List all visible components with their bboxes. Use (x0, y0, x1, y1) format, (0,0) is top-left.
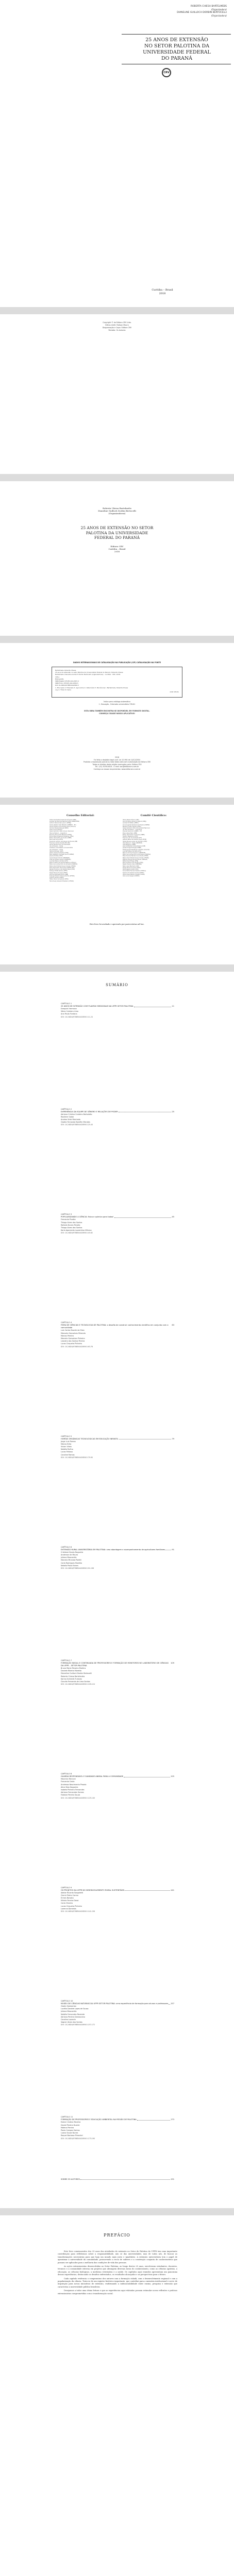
editorial-member: Carmen Tereza Velanga (UNIR) (49, 827, 69, 829)
scientific-member: Francisco Ari de Andrade (UFC) (123, 837, 142, 839)
title-page-publisher (77, 545, 157, 553)
scientific-member: Silvia Regina Canan (URI) (123, 869, 139, 871)
toc-title: POPULARIZANDO A CIÊNCIA: física e química para todos! (61, 1216, 114, 1218)
catalog-legal-notice (41, 710, 193, 715)
editorial-member: Guillermo Arias Beatón (Universidade (49, 847, 73, 849)
toc-page-number: 45 (172, 1216, 174, 1218)
toc-author: Mateus Pereira (61, 2126, 74, 2129)
scientific-member: de Três de Febrero – Argentina) (123, 829, 142, 831)
toc-page-number: 109 (171, 1662, 174, 1664)
scientific-member: Helder Buenos Aires de Carvalho (UFPI) (123, 840, 147, 842)
toc-author: Vagner Alves dos Santos (61, 2021, 82, 2024)
toc-author: Cristiane Nunes Nogueira (61, 1551, 83, 1553)
toc-chapter-label: CAPÍTULO 6 (61, 1546, 72, 1548)
toc-leader-dots (134, 1005, 172, 1007)
toc-title-row[interactable] (61, 1324, 174, 1329)
toc-author: Rafaela Nunes Peralta (61, 1224, 80, 1226)
toc-author: Isabela Pinheiro Fernandes (61, 1789, 85, 1791)
editorial-member: Jailson Alves dos Santos (UFRJ) (49, 852, 69, 854)
scientific-member: Marcos Vinicius Francisco (UNOESTE) (123, 852, 146, 854)
toc-author: Márcio Brito (61, 1443, 72, 1445)
legal-line: CONHEÇA E BAIXE NOSSO APLICATIVO! (99, 712, 135, 715)
toc-author: Miriele Pereira Dassi (61, 1900, 79, 1902)
toc-author: Karla Aparecida Laurentino Vilhena (61, 1229, 92, 1232)
toc-title: 25 ANOS DE EXTENSÃO COM PLANTAS MEDICINAIS NA UFPR SETOR PALOTINA (61, 1005, 133, 1007)
scientific-member: Maria Eurácia Barreto de Andrade (UFRB) (123, 855, 148, 857)
scientific-member: Mônica Pereira dos Santos (UFRJ) (123, 862, 143, 864)
toc-leader-dots (137, 2119, 170, 2121)
councils-page (0, 805, 234, 964)
toc-title-row[interactable] (61, 2003, 174, 2005)
toc-doi: DOI: 10.24824/978854442656.5.63-78 (61, 1345, 93, 1348)
toc-chapter-label: CAPÍTULO 7 (61, 1659, 72, 1662)
editorial-member: Maria Lília Imbiriba Sousa Colares (UFOPA) (49, 865, 76, 867)
editorial-member: Francisco Carlos Duarte (PUC-PR) (49, 842, 70, 844)
toc-page-number: 125 (171, 1775, 174, 1778)
editorial-member: Sydione Santos (UEPG) (49, 877, 64, 879)
page-separator (0, 2208, 234, 2215)
toc-title: EXTENSÃO RURAL UNIVERSITÁRIA EM PALOTINA: uma abordagem e acompanhamento de agricultores familiares (61, 1548, 165, 1551)
scientific-member: Jussara Fraga Portugal (UNEB) (123, 847, 141, 849)
catalog-index-line: 1. Educação - Extensão universitária 378.81 (98, 703, 136, 705)
cover-title (123, 37, 231, 62)
organizer-name: Dianeline Guilloch Dorbin Bertocelli (98, 510, 136, 512)
toc-author: Marcelo Miranda Poletti (61, 1559, 81, 1562)
toc-doi: DOI: 10.24824/978854442656.5.125-140 (61, 1797, 95, 1799)
editorial-member: Solange Helena Ximenes-Rocha (UFOPA) (49, 875, 75, 877)
toc-author: Rosilene Godoi (61, 1115, 74, 1118)
toc-author: Roberta Chiesa Bartelmebs (61, 1675, 85, 1677)
toc-page-number: 79 (172, 1437, 174, 1440)
toc-author: Adelar Ricardo Sangaletti (61, 1891, 83, 1894)
toc-page-number: 173 (171, 2119, 174, 2121)
copyright-page (0, 314, 234, 474)
toc-doi: DOI: 10.24824/978854442656.5.45-62 (61, 1232, 93, 1234)
toc-author: Thiago Alves dos Santos (61, 1227, 82, 1229)
scientific-member: Eliane Rose Maio (UEM) (123, 832, 138, 834)
toc-author: Adriana Cristina Cordeiro Bortolotto (61, 1113, 92, 1115)
toc-leader-dots (114, 1216, 172, 1218)
editorial-member: Tania Suely Azevedo Brasileiro (UFOPA) (49, 880, 74, 882)
toc-author: Claudia Fernanda de Lima Santos (61, 1681, 90, 1683)
toc-chapter-label: CAPÍTULO 2 (61, 1108, 72, 1110)
toc-entry (61, 1546, 174, 1570)
editorial-member: Sérgio Nunes de Jesus (IFRO) (49, 872, 68, 874)
title-line: FEDERAL DO PARANÁ (94, 535, 140, 540)
toc-author: Leandro dos Santos Pereira (61, 1340, 85, 1343)
scientific-member: Míghian Danae Ferreira Nunes (UNILAB) (123, 858, 147, 860)
toc-author: Gisele Zamberlan (61, 2005, 77, 2007)
footer-line: Foi feito o depósito legal conf. Lei 10.994 de 14/12/2004 (94, 758, 140, 761)
toc-entry (61, 1003, 174, 1019)
catalog-card (52, 667, 182, 698)
cover-rule-top (122, 34, 231, 35)
toc-author: Lucas Cirqueira Pinheiro (61, 1343, 82, 1345)
toc-author: Marcelo Gonsalves Pinheiro (61, 1337, 85, 1340)
toc-about-label: SOBRE OS AUTORES (61, 2178, 80, 2180)
catalog-line: 104 p. (55, 675, 60, 678)
cover-city: Curitiba – Brasil (152, 289, 173, 292)
catalog-page (0, 643, 234, 798)
toc-author: Paula Campos Santos (61, 2129, 80, 2131)
cover-page (0, 0, 234, 307)
scientific-member: Inês Bragança (UERJ) (123, 844, 136, 846)
toc-title: FORMAÇÃO INICIAL E CONTINUADA DE PROFESSORES E FORMAÇÃO DE MONITORES NO LABORATÓRIO DE CIÊNCIAS DA UFPR – SETOR PALOTINA (61, 1662, 169, 1667)
publisher-name: Editora CRV (110, 545, 124, 548)
scientific-member: José de Ribamar Sousa Pereira (UCB) (123, 845, 146, 848)
cover-author-1: ROBERTA CHIESA BARTELMEBS (190, 5, 227, 8)
toc-author: Lucas Feitosa (61, 1451, 73, 1453)
toc-entry (61, 1108, 174, 1127)
preface-body (58, 2250, 177, 2296)
scientific-member: Najela Tavares Ujiie (UNESPAR) (123, 863, 142, 866)
editorial-member: Fernando Antônio Gonçalves Alcoforado (IPB) (49, 840, 78, 842)
editorial-member: Elizeu Clementino de Souza (UNEB) (49, 837, 72, 839)
toc-about-row[interactable] (61, 2178, 174, 2181)
catalog-line: ISBN Físico 978-85-444-2656-5 (55, 682, 78, 685)
editorial-council (49, 814, 111, 882)
toc-author: Anderson de Moura (61, 1554, 78, 1556)
toc-doi: DOI: 10.24824/978854442656.5.79-90 (61, 1456, 93, 1459)
editorial-member: Carlos Federico Dominguez Avila (Unieuro) (49, 825, 76, 827)
toc-author: Thiago Alves dos Santos (61, 1221, 82, 1224)
toc-title: EXPERIÊNCIA DA EQUIPE DE GÊNERO E RELAÇÕES DE PODER (61, 1110, 118, 1113)
toc-author: Gisella Fernanda Bomfim Mendes (61, 1121, 90, 1124)
toc-entry-about-authors (61, 2178, 174, 2181)
publisher-city: Curitiba – Brasil (108, 548, 126, 550)
scientific-member: Vera Lucia Gaspar (UDESC) (123, 875, 140, 877)
toc-entry (61, 2116, 174, 2140)
toc-title: HORTAS ORGÂNICAS TECNOLÓGICAS EM EDUCAÇÃO INFANTIL (61, 1437, 119, 1440)
organizer-name: Roberta Chiesa Bartelmebs (103, 507, 131, 510)
scientific-member: Fauston Negreiros (UFPI) (123, 836, 138, 838)
catalog-cdd: CDD 378.81 (170, 691, 179, 693)
toc-author: Andrea Vidal Machado (61, 1118, 80, 1121)
cover-author-2: DIANELINE GUILLOCH DORBIN BERTOCELLI (177, 11, 227, 14)
toc-title: MUSEU DE CIÊNCIAS NATURAIS DA UFPR SETOR PALOTINA: uma experiência de formação para alunos e professores (61, 2003, 169, 2005)
page-separator (0, 964, 234, 972)
toc-title: GUARDA RESPONSÁVEL E SANIDADE ANIMAL PARA A COMUNIDADE (61, 1775, 124, 1778)
toc-chapter-label: CAPÍTULO 9 (61, 1886, 72, 1889)
toc-author: Aline Dias Nogueira (61, 1786, 78, 1788)
toc-author: Dianeline Guilloch Dorbin Bertocelli (61, 1672, 92, 1675)
contents-page (0, 972, 234, 2208)
editorial-member: Josania Portela (UFPI) (49, 855, 63, 857)
toc-author: Jorge Luiz Ramos (61, 1440, 76, 1443)
toc-doi: DOI: 10.24824/978854442656.5.157-172 (61, 2024, 95, 2026)
editorial-member: Elione Maria Nogueira Diogenes (UFAL) (49, 836, 74, 838)
catalog-index-line: Índice para catálogo sistemático (104, 701, 130, 703)
toc-entry (61, 1773, 174, 1799)
toc-author: Elaine Cristina Moreira (61, 2121, 81, 2124)
scientific-member: Gláucia Maria dos Santos Jorge (UFOP) (123, 839, 147, 841)
toc-leader-dots (125, 1889, 170, 1891)
editorial-member: Celso Conti (UFSCar) (49, 829, 62, 831)
toc-author: Caroline Ramos (61, 1453, 75, 1456)
toc-author: Natália Rufino (61, 1448, 73, 1451)
toc-author: Lorenna Dornelas (61, 1907, 76, 1910)
scientific-member: Maria de Lourdes Pinto de Almeida (UNOESC) (123, 854, 151, 856)
scientific-member: Vânia Alves Martins Chaigar (FURG) (123, 873, 145, 875)
editorial-member: Simone Rodrigues Pinto (UNB) (49, 873, 69, 875)
toc-leader-dots (169, 2003, 170, 2005)
scientific-member: Lourdes Helena da Silva (UFV) (123, 850, 142, 852)
catalog-line: org. II. Título III. Série (55, 688, 71, 691)
editorial-member: Paulo Romualdo Hernandes (UNIFAL-MG) (49, 867, 75, 869)
scientific-member: Ana Chrystina Venancio Mignot (UERJ) (123, 821, 146, 823)
toc-chapter-label: CAPÍTULO 5 (61, 1435, 72, 1437)
catalog-line: Bibliografia (55, 677, 64, 680)
toc-chapter-label: CAPÍTULO 1 (61, 1003, 72, 1005)
editorial-member: João Adalberto Campato Junior (UNESP) (49, 854, 74, 856)
preface-page (0, 2215, 234, 2576)
toc-entry (61, 1887, 174, 1913)
scientific-member: Elizeu Clementino de Souza (UNEB) (123, 834, 145, 836)
toc-title-row[interactable] (61, 1662, 174, 1667)
footer-line: Todos os direitos desta edição reservados pela: Editora CRV (92, 763, 142, 766)
toc-author: Raquel Barbosa Pimentel (61, 2134, 83, 2137)
toc-author: Juliana Mascarello (61, 1556, 77, 1559)
scientific-member: Anna Augusta Sampaio de Oliveira (UNESP) (123, 824, 150, 826)
toc-author: Vânia Coimbra Lima (61, 1010, 78, 1013)
copyright-line: Editor-chefe: Railson Moura (105, 324, 129, 326)
publisher-year: 2018 (114, 550, 120, 553)
toc-doi: DOI: 10.24824/978854442656.5.25-44 (61, 1124, 93, 1126)
editorial-member: Três de Febrero – Argentina) (49, 832, 67, 834)
catalog-line: 25 anos de extensão no setor Palotina da Universidade Federal do Paraná / Roberta Chiesa (55, 671, 123, 674)
toc-chapter-label: CAPÍTULO 11 (61, 2116, 73, 2119)
toc-author: Luis Carlos Duarte da Silva (61, 1329, 85, 1332)
editorial-member: Rodrigo Pratte-Santos (UFES) (49, 870, 68, 872)
editorial-member: Lídia de Oliveira Xavier (UNIEURO) (49, 858, 71, 860)
toc-page-number: 11 (172, 1005, 174, 1007)
title-line: 25 ANOS DE EXTENSÃO NO SETOR (80, 526, 154, 530)
editorial-member: de La Havana – Cuba) (49, 845, 63, 848)
editorial-member: de La Havana – Cuba) (49, 849, 63, 851)
toc-author: Adriana Pereira Damasceno (61, 2015, 86, 2018)
toc-author: Marcos Pereira (61, 1334, 74, 1337)
editorial-member: Aldira Guimarães Duarte Domínguez (UNB) (49, 819, 76, 821)
scientific-member: Nilson José Machado (USP) (123, 865, 139, 867)
scientific-member: Kilwangy Kya Kapitango-a-Samba (Unemat) (123, 849, 150, 851)
scientific-member: Diosnel Centurion (UNIDA – PY) (123, 831, 142, 833)
editorial-member: Andréia da Silva Quintanilha Sousa (UNIR/UFRN) (49, 821, 79, 823)
cover-title-line: DO PARANÁ (161, 56, 192, 61)
scientific-member: Barbara Coelho Neves (UFBA) (123, 825, 141, 827)
contents-heading: SUMÁRIO (106, 983, 128, 987)
editorial-council-title: Conselho Editorial: (66, 814, 94, 817)
preface-paragraph: Cada capítulo evidencia o compromisso dos autores com a formação cidadã, com o desenvolvimento regional e com a popularização da ciência. Trata-se de um registro histórico importante, que contribui para a memória institucional e serve de inspiração para novas iniciativas de extensão, reafirmando a indissociabilidade entre ensino, pesquisa e extensão que caracteriza a universidade pública brasileira. (58, 2277, 177, 2288)
toc-chapter-label: CAPÍTULO 4 (61, 1321, 72, 1324)
editorial-member: Helmuth Krüger (UCP) (49, 850, 63, 852)
toc-author: Juliana Mascarello (61, 2010, 77, 2013)
toc-entry (61, 1213, 174, 1234)
footer-line: Tel.: (41) 3039-6418 – E-mail: sac@editoracrv.com.br (95, 766, 139, 768)
copyright-line: Revisão: Os Autores (108, 329, 126, 331)
toc-author: Manuela Gonsalves Miranda (61, 1332, 86, 1334)
catalog-line: DOI 10.24824/978854442656.5 (55, 684, 79, 687)
title-page-names (52, 507, 182, 515)
preface-paragraph: Desejamos a todos uma ótima leitura e que as experiências aqui relatadas possam estimular novas reflexões e práticas extensionistas comprometidas com a transformação social. (58, 2290, 177, 2295)
page-separator (0, 636, 234, 643)
toc-author: Clamir Pedro Carmo (61, 1894, 78, 1896)
toc-leader-dots (165, 1549, 171, 1551)
toc-entry (61, 1321, 174, 1348)
toc-leader-dots (119, 1438, 172, 1440)
footer-line: Proibida a reprodução parcial ou total desta obra sem autorização da Editora CRV (83, 761, 151, 764)
cover-author-1-role: (Organizadora) (211, 8, 227, 11)
toc-author: Karina Schimidt Furtado (61, 1677, 82, 1680)
toc-title: FORMAÇÃO DE PROFESSORES E EDUCAÇÃO AMBIENTAL NA REGIÃO DE PALOTINA (61, 2119, 137, 2121)
toc-author: Carla Rodrigues Moretto (61, 1562, 82, 1564)
toc-doi: DOI: 10.24824/978854442656.5.141-156 (61, 1910, 95, 1913)
copyright-line: Diagramação e Capa: Editora CRV (102, 327, 132, 329)
toc-title: OS PROJETOS DA UFPR NO DESENVOLVIMENTO RURAL SUSTENTÁVEL (61, 1889, 125, 1891)
cover-year: 2018 (159, 292, 166, 295)
toc-author: Ana Paula Fontana (61, 1013, 77, 1015)
peer-review-note: Este livro foi avaliado e aprovado por pareceristas ad hoc. (89, 923, 145, 925)
toc-chapter-label: CAPÍTULO 8 (61, 1773, 72, 1775)
toc-entry (61, 1659, 174, 1686)
toc-author: Andressa Nascimento Pissaia (61, 1783, 87, 1786)
toc-author: Bruna Maria Teixeira Martins (61, 1667, 86, 1669)
toc-author: Mauricio Marconi (61, 1778, 76, 1781)
cover-title-line: 25 ANOS DE EXTENSÃO (145, 37, 208, 43)
editorial-member: Renato Francisco dos Santos Paula (UFG) (49, 869, 75, 871)
catalog-line: Bartelmebs, Roberta Chiesa (55, 669, 76, 671)
toc-author: Fernanda Pivatto (61, 1218, 76, 1221)
catalog-heading: DADOS INTERNACIONAIS DE CATALOGAÇÃO NA PUBLICAÇÃO (CIP) CATALOGAÇÃO NA FONTE (73, 662, 161, 664)
catalog-line: Bartelmebs, Dianeline Guilloch Dorbin Bertocelli (organizadoras) – Curitiba : CRV, 2018. (55, 673, 121, 676)
toc-author: Adriano Fernandes Gomes (61, 1791, 84, 1794)
toc-page-number: 157 (171, 2003, 174, 2005)
editorial-member: Cesar Gerónimo Tello (Univer .Nacional (49, 831, 74, 833)
toc-page-number: 63 (172, 1324, 174, 1327)
title-line: PALOTINA DA UNIVERSIDADE (86, 530, 148, 535)
scientific-member: Andréia N. Militão (UEMS) (123, 822, 139, 824)
editorial-member: Maria de Lourdes Pinto de Almeida (UNOESC) (49, 863, 78, 866)
scientific-member: Cesar Gerónimo Tello (Universidad Nacional (123, 827, 150, 829)
editorial-member: Lourdes Helena da Silva (UFV) (49, 860, 69, 862)
toc-author: Vivian Vilela (61, 1446, 72, 1448)
toc-page-number: 25 (172, 1110, 174, 1113)
editorial-member: Antônio Pereira Gaio Júnior (UFRRJ) (49, 822, 71, 824)
toc-author: Lucas Cirqueira Pinheiro (61, 1905, 82, 1907)
catalog-index (41, 701, 193, 705)
footer-line: 2018 (114, 756, 120, 758)
scientific-member: Altair Alberto Fávero (UPF) (123, 819, 139, 821)
toc-page-number: 141 (171, 1889, 174, 1891)
cover-title-line: NO SETOR PALOTINA DA (144, 43, 210, 49)
toc-author: Natália Fernandes Rezende (61, 2013, 85, 2015)
toc-author: Fabiane Pereira Souza (61, 1794, 80, 1797)
toc-leader-dots (124, 1775, 170, 1777)
toc-author: Ezequiel Hermann (61, 1008, 77, 1010)
toc-author: Fernanda Costa (61, 1781, 75, 1783)
editorial-member: Eduardo Fernandes Barbosa (UFMG) (49, 834, 72, 836)
toc-doi: DOI: 10.24824/978854442656.5.11-24 (61, 1015, 93, 1018)
organizer-role: (Organizadoras) (108, 512, 126, 515)
toc-doi: DOI: 10.24824/978854442656.5.173-190 (61, 2137, 95, 2140)
page-separator (0, 798, 234, 805)
toc-author: Natalia Paula Nunes (61, 1564, 78, 1567)
copyright-line: Copyright © da Editora CRV Ltda. (103, 321, 131, 324)
toc-entry (61, 1435, 174, 1459)
preface-heading: PREFÁCIO (104, 2233, 130, 2238)
legal-line: ESTA OBRA TAMBÉM ENCONTRA-SE DISPONÍVEL EM FORMATO DIGITAL. (84, 710, 150, 712)
toc-doi: DOI: 10.24824/978854442656.5.109-124 (61, 1683, 95, 1686)
toc-leader-dots (80, 2178, 170, 2180)
toc-author: Luana Souza Nunes (61, 2132, 78, 2134)
toc-chapter-label: CAPÍTULO 10 (61, 2000, 73, 2002)
toc-author: Carolina Lazzarin (61, 2019, 76, 2021)
toc-doi: DOI: 10.24824/978854442656.5.91-108 (61, 1567, 94, 1570)
toc-author: Ermes Borsato (61, 1897, 74, 1899)
scientific-committee-title: Comitê Científico: (140, 814, 167, 817)
publisher-logo: CRV (162, 68, 171, 77)
cover-author-2-role: (Organizadora) (211, 14, 227, 17)
toc-author: Daniele Ribeiro Moretto (61, 1670, 82, 1672)
title-page-title (42, 526, 192, 540)
copyright-block (77, 321, 157, 332)
scientific-member: Ilma Passos A. Veiga (UNICEUB) (123, 842, 142, 844)
scientific-member: Maria Lília Imbiriba Sousa Colares (UFOPA) (123, 857, 149, 859)
title-page (0, 481, 234, 636)
catalog-line: ISBN Digital 978-85-444-2657-2 (55, 680, 79, 683)
toc-title: FEIRA DE CIÊNCIAS E TECNOLOGIA DE PALOTINA: o desafio de construir conhecimento científico em conjunto com a comunidade (61, 1324, 169, 1329)
scientific-member: Mohammed Elhajji (UFRJ) (123, 860, 139, 862)
toc-author: Daniel Pereira Duarte (61, 2124, 80, 2126)
toc-author: Carla Oliveira (61, 1902, 73, 1905)
scientific-member: Sonia Maria Ferreira Koehler (UNISAL) (123, 870, 146, 872)
editorial-member: Maria Cristina dos Santos Bezerra (UFSCar) (49, 862, 76, 864)
cover-authors (155, 5, 227, 18)
toc-page-number: 91 (172, 1548, 174, 1551)
preface-paragraph: Este livro comemorativo dos 25 anos das atividades de extensão no Setor de Palotina da UFPR tem uma importante contribuição para refletirmos sobre a responsabilidade, não só das universidades, mas de todos nós, de buscar as transformações necessárias para que haja um mundo mais justo e igualitário. A extensão universitária tem o papel de aproximar a universidade da comunidade, promovendo a troca de saberes e a construção conjunta de conhecimentos que possam ser aplicados para a melhoria das condições de vida das pessoas. (58, 2250, 177, 2264)
editorial-member: Élsio José Corá (UFFS) (49, 839, 63, 841)
preface-paragraph: As ações extensionistas desenvolvidas no Setor Palotina, ao longo destes 25 anos, envolveram estudantes, docentes, técnicos e a comunidade externa em projetos que abrangem diversas áreas do conhecimento, como as ciências agrárias, a educação, as ciências biológicas, a medicina veterinária e a saúde. Os capítulos aqui reunidos apresentam um panorama dessas experiências, destacando os desafios enfrentados, os resultados alcançados e as perspectivas para o futuro. (58, 2265, 177, 2276)
scientific-committee (123, 814, 185, 877)
toc-about-page: 191 (171, 2178, 174, 2180)
catalog-line: 1. Educação 2. Extensão 3. Agronomia 4. Veterinária 5. Biociências I. Bartelmebs, Roberta Chiesa (55, 686, 128, 689)
page-separator (0, 307, 234, 314)
catalog-footer (41, 756, 193, 771)
scientific-member: Sérgio Nunes de Jesus (IFRO) (123, 867, 141, 869)
toc-entry (61, 2000, 174, 2026)
footer-line: Conheça os nossos lançamentos: www.editoracrv.com.br (93, 768, 141, 770)
toc-chapter-label: CAPÍTULO 3 (61, 1213, 72, 1216)
editorial-member: Tadeu Oliver Gonçalves (UFPA) (49, 878, 69, 880)
toc-leader-dots (119, 1111, 172, 1113)
editorial-member: Gloria Fariñas León (Universidade (49, 844, 71, 846)
editorial-member: Leonel Severo Rocha (UNISINOS) (49, 857, 70, 859)
page-separator (0, 474, 234, 481)
cover-title-line: UNIVERSIDADE FEDERAL (143, 49, 211, 55)
scientific-member: Suzana dos Santos Gomes (UFMG) (123, 872, 144, 874)
toc-author: Lucélia Daniele Lopes de Sousa (61, 2008, 89, 2010)
editorial-member: Carlos Alberto Vilar Estêvão (UMINHO – PT) (49, 824, 76, 826)
